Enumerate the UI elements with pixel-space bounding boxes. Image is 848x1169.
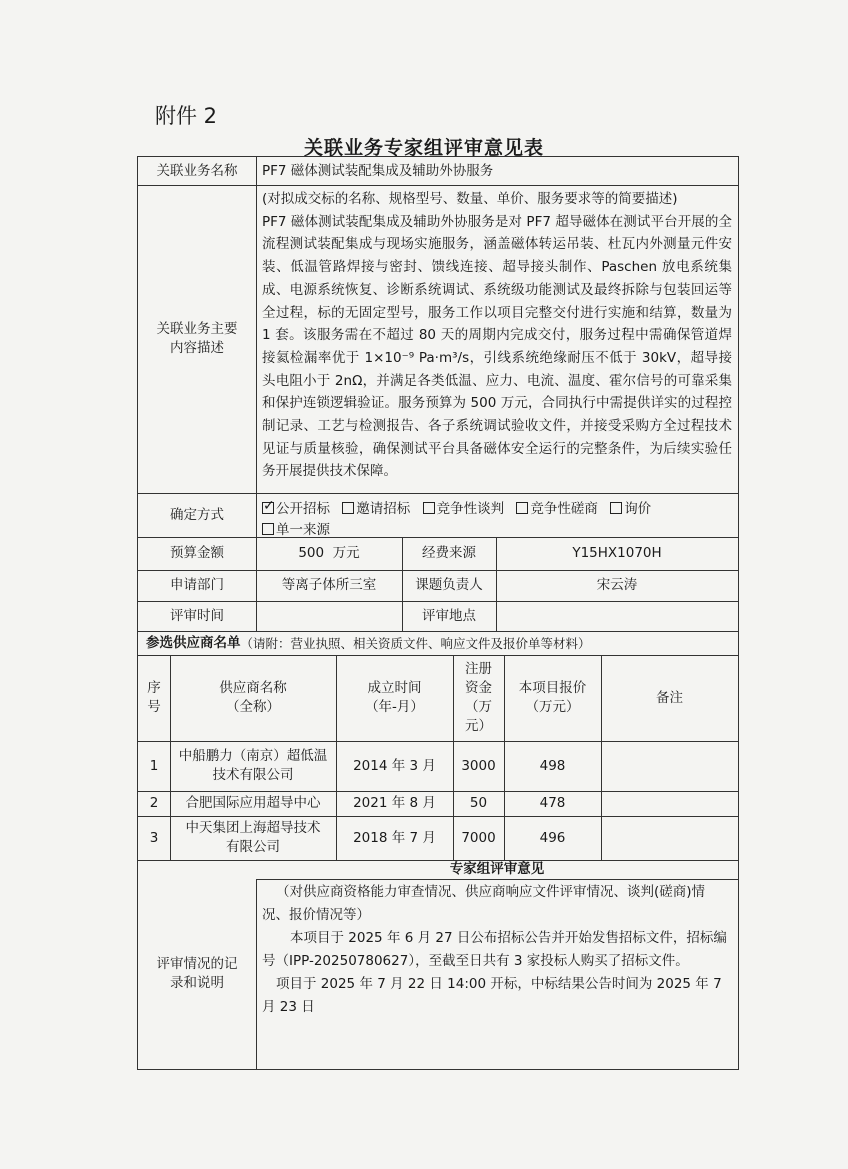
- option-label: 询价: [624, 501, 652, 517]
- row-2-founded: 2021 年 8 月: [353, 795, 436, 811]
- row-1-name: 中船鹏力（南京）超低温技术有限公司: [178, 748, 328, 783]
- method-option-open-tender[interactable]: [262, 501, 330, 517]
- row-2-no: 2: [149, 795, 159, 811]
- attachment-label: 附件 2: [155, 104, 218, 128]
- leader-value: 宋云涛: [596, 577, 638, 593]
- supplier-section-title: [146, 631, 736, 655]
- opinion-hint: （对供应商资格能力审查情况、供应商响应文件评审情况、谈判(磋商)情况、报价情况等）: [262, 884, 706, 923]
- row-1-founded: 2014 年 3 月: [353, 757, 436, 774]
- row-3-no: 3: [149, 829, 159, 846]
- row-1-capital: 3000: [461, 757, 496, 774]
- checkbox-icon: [342, 502, 354, 514]
- opinion-para-2: 项目于 2025 年 7 月 22 日 14:00 开标，中标结果公告时间为 2025 年 7 月 23 日: [262, 976, 722, 1015]
- business-name-value: PF7 磁体测试装配集成及辅助外协服务: [262, 162, 494, 179]
- funding-label: 经费来源: [422, 545, 476, 561]
- row-1-quote: 498: [539, 757, 566, 774]
- content-label: 关联业务主要内容描述: [156, 321, 238, 356]
- opinion-para-1: 本项目于 2025 年 6 月 27 日公布招标公告并开始发售招标文件，招标编号（IPP-20250780627），至截至日共有 3 家投标人购买了招标文件。: [262, 930, 727, 969]
- method-option-invited-tender[interactable]: [342, 501, 410, 517]
- funding-value: Y15HX1070H: [572, 545, 662, 561]
- supplier-title: 参选供应商名单: [146, 634, 241, 651]
- row-3-capital: 7000: [461, 829, 496, 846]
- header-supplier-name: 供应商名称（全称）: [219, 680, 287, 715]
- option-label: 竞争性谈判: [436, 501, 505, 517]
- checkbox-icon: [610, 502, 622, 514]
- content-text: PF7 磁体测试装配集成及辅助外协服务是对 PF7 超导磁体在测试平台开展的全流程测试装配集成与现场实施服务，涵盖磁体转运吊装、杜瓦内外测量元件安装、低温管路焊接与密封、馈线连接、超导接头制作、Paschen 放电系统集成、电源系统恢复、诊断系统调试、系统级功能测试及最终拆除与包装回运等全过程，标的无固定型号，服务工作以项目完整交付进行实施和结算，数量为 1 套。该服务需在不超过 80 天的周期内完成交付，服务过程中需确保管道焊接氦检漏率优于 1×10⁻⁹ Pa·m³/s，引线系统绝缘耐压不低于 30kV，超导接头电阻小于 2nΩ，并满足各类低温、应力、电流、温度、霍尔信号的可靠采集和保护连锁逻辑验证。服务预算为 500 万元，合同执行中需提供详实的过程控制记录、工艺与检测报告、各子系统调试验收文件，并接受采购方全过程技术见证与质量核验，确保测试平台具备磁体安全运行的完整条件，为后续实验任务开展提供技术保障。: [262, 213, 732, 480]
- supplier-note: （请附：营业执照、相关资质文件、响应文件及报价单等材料）: [240, 635, 591, 651]
- budget-label: 预算金额: [170, 545, 224, 561]
- row-1-no: 1: [149, 757, 159, 774]
- opinion-label: 评审情况的记录和说明: [156, 956, 238, 991]
- review-form-table: [137, 156, 739, 1070]
- content-description: [256, 185, 738, 493]
- checkbox-icon: [423, 502, 435, 514]
- review-time-label: 评审时间: [170, 607, 224, 624]
- header-capital: 注册资金（万元）: [465, 661, 492, 734]
- row-2-remark: [601, 791, 738, 816]
- checkbox-icon: [516, 502, 528, 514]
- row-2-capital: 50: [469, 795, 488, 811]
- row-3-remark: [601, 816, 738, 860]
- row-3-founded: 2018 年 7 月: [353, 829, 436, 846]
- opinion-content: [256, 881, 738, 1067]
- checkbox-checked-icon: [262, 502, 274, 514]
- review-place-label: 评审地点: [422, 607, 476, 624]
- method-option-competitive-negotiation[interactable]: [423, 501, 505, 517]
- option-label: 单一来源: [276, 522, 330, 538]
- opinion-title: 专家组评审意见: [449, 861, 545, 877]
- row-2-name: 合肥国际应用超导中心: [185, 795, 321, 811]
- checkbox-icon: [262, 523, 274, 535]
- header-founded: 成立时间（年-月）: [365, 680, 424, 715]
- header-remark: 备注: [656, 689, 683, 706]
- option-label: 竞争性磋商: [530, 501, 598, 517]
- row-2-quote: 478: [539, 795, 566, 811]
- content-hint: (对拟成交标的名称、规格型号、数量、单价、服务要求等的简要描述): [262, 191, 678, 207]
- row-1-remark: [601, 741, 738, 791]
- method-options-line2: [262, 518, 338, 538]
- method-option-inquiry[interactable]: [610, 501, 651, 517]
- review-time-value[interactable]: [256, 601, 402, 631]
- header-no: 序号: [147, 680, 161, 715]
- document-title: 关联业务专家组评审意见表: [303, 137, 544, 159]
- row-3-quote: 496: [539, 829, 566, 846]
- method-label: 确定方式: [170, 506, 224, 523]
- option-label: 公开招标: [276, 501, 330, 517]
- budget-value: 500 万元: [298, 545, 360, 561]
- method-option-single-source[interactable]: [262, 522, 330, 538]
- review-place-value[interactable]: [496, 601, 738, 631]
- method-options-line1: [262, 497, 659, 517]
- row-3-name: 中天集团上海超导技术有限公司: [185, 820, 321, 855]
- header-quote: 本项目报价（万元）: [518, 680, 587, 715]
- option-label: 邀请招标: [356, 501, 411, 517]
- dept-label: 申请部门: [170, 577, 224, 593]
- business-name-label: 关联业务名称: [156, 162, 238, 179]
- dept-value: 等离子体所三室: [281, 577, 377, 593]
- method-option-competitive-consultation[interactable]: [516, 501, 598, 517]
- leader-label: 课题负责人: [415, 577, 483, 593]
